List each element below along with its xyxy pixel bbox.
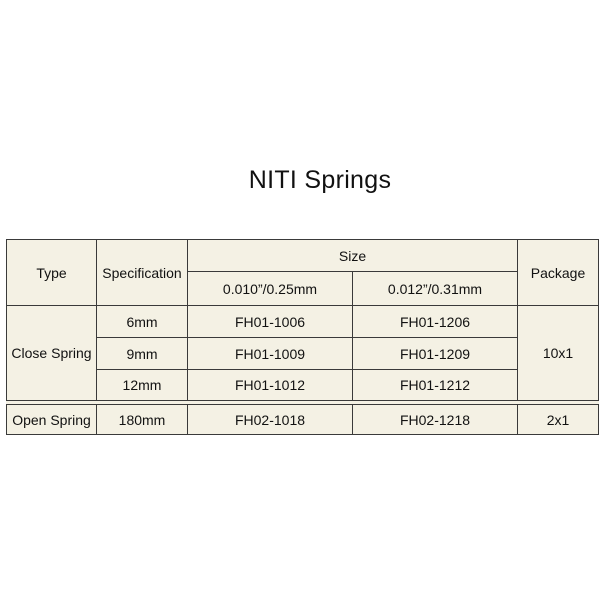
header-size-010: 0.010”/0.25mm: [188, 272, 353, 306]
code-cell: FH01-1006: [188, 306, 353, 338]
header-size-012: 0.012”/0.31mm: [353, 272, 518, 306]
code-cell: FH01-1012: [188, 370, 353, 401]
code-cell: FH02-1018: [188, 405, 353, 435]
header-row: [7, 240, 599, 272]
code-cell: FH01-1209: [353, 338, 518, 370]
code-cell: FH01-1206: [353, 306, 518, 338]
code-cell: FH01-1212: [353, 370, 518, 401]
page-title: NITI Springs: [248, 166, 392, 194]
header-size: Size: [188, 240, 518, 272]
spec-cell: 12mm: [97, 370, 188, 401]
table-row: [7, 306, 599, 338]
package-cell: 10x1: [518, 306, 599, 401]
type-cell: Close Spring: [7, 306, 97, 401]
header-type: Type: [7, 240, 97, 306]
package-cell: 2x1: [518, 405, 599, 435]
header-package: Package: [518, 240, 599, 306]
code-cell: FH01-1009: [188, 338, 353, 370]
spec-table: [6, 239, 599, 435]
spec-cell: 180mm: [97, 405, 188, 435]
spec-cell: 9mm: [97, 338, 188, 370]
spec-cell: 6mm: [97, 306, 188, 338]
type-cell: Open Spring: [7, 405, 97, 435]
code-cell: FH02-1218: [353, 405, 518, 435]
table-row: [7, 405, 599, 435]
header-specification: Specification: [97, 240, 188, 306]
